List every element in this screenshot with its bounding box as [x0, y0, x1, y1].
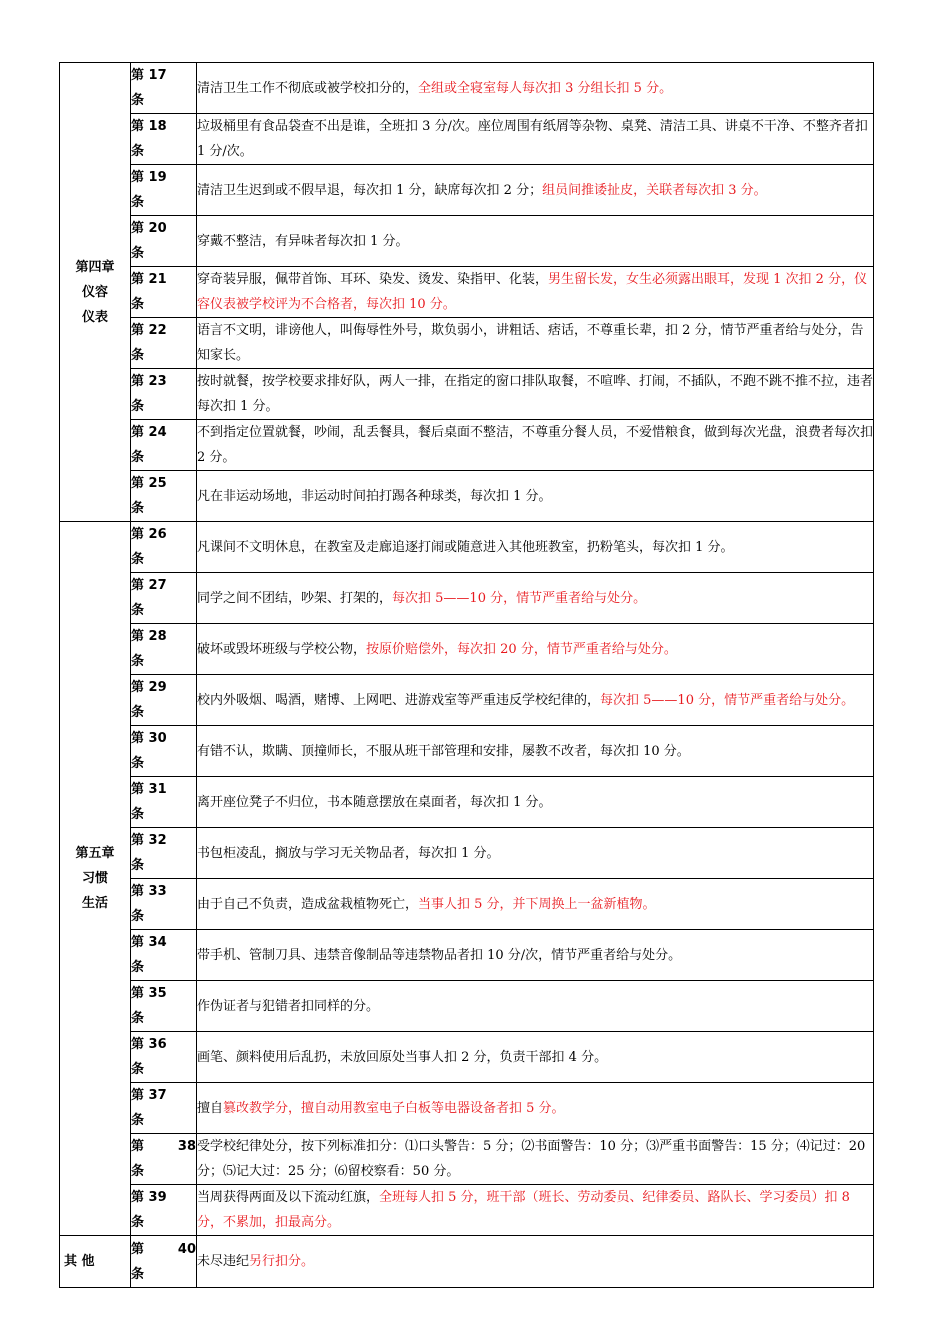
table-row — [60, 267, 874, 318]
rule-text — [197, 522, 874, 573]
rule-number-top: 第 38 — [131, 1139, 196, 1154]
table-row — [60, 522, 874, 573]
rule-text-highlight: 另行扣分。 — [249, 1254, 315, 1269]
rule-text — [197, 1134, 874, 1185]
rule-number-bottom: 条 — [131, 603, 145, 618]
rule-number-bottom: 条 — [131, 1113, 145, 1128]
rule-number-bottom: 条 — [131, 1062, 145, 1077]
rule-text — [197, 1236, 874, 1288]
rule-number-bottom: 条 — [131, 93, 145, 108]
rule-number-top: 第 17 — [131, 68, 167, 83]
chapter-other-label: 其 他 — [60, 1236, 131, 1288]
table-row — [60, 624, 874, 675]
rule-number-top: 第 24 — [131, 425, 167, 440]
rule-number — [131, 63, 197, 114]
rule-number-bottom: 条 — [131, 654, 145, 669]
rule-number-top: 第 36 — [131, 1037, 167, 1052]
rule-text — [197, 216, 874, 267]
rule-text-normal: 带手机、管制刀具、违禁音像制品等违禁物品者扣 10 分/次，情节严重者给与处分。 — [197, 947, 682, 963]
rule-text-highlight: 全班每人扣 5 分，班干部（班长、劳动委员、纪律委员、路队长、学习委员）扣 8 分，不累加，扣最高分。 — [197, 1190, 850, 1230]
chapter-4-label: 第四章 仪容 仪表 — [60, 63, 131, 522]
rule-number — [131, 675, 197, 726]
table-row — [60, 828, 874, 879]
rule-text-normal: 擅自 — [197, 1100, 224, 1116]
table-row — [60, 369, 874, 420]
rule-text-highlight: 当事人扣 5 分，并下周换上一盆新植物。 — [418, 896, 656, 912]
table-row — [60, 930, 874, 981]
rule-text-normal: 当周获得两面及以下流动红旗， — [197, 1190, 380, 1205]
rule-text-highlight: 全组或全寝室每人每次扣 3 分组长扣 5 分。 — [418, 80, 673, 96]
rule-number-bottom: 条 — [131, 348, 145, 363]
rule-number — [131, 1236, 197, 1288]
rule-text-normal: 书包柜凌乱，搁放与学习无关物品者，每次扣 1 分。 — [197, 845, 500, 861]
table-row — [60, 879, 874, 930]
rule-text — [197, 1083, 874, 1134]
rule-number-top: 第 21 — [131, 272, 167, 287]
rule-number-bottom: 条 — [131, 144, 145, 159]
rule-text — [197, 930, 874, 981]
rule-text-normal: 穿奇装异服，佩带首饰、耳环、染发、烫发、染指甲、化装， — [197, 272, 549, 287]
rule-number — [131, 165, 197, 216]
rule-text-normal: 穿戴不整洁，有异味者每次扣 1 分。 — [197, 233, 409, 249]
rule-text-normal: 凡在非运动场地，非运动时间拍打踢各种球类，每次扣 1 分。 — [197, 488, 552, 504]
rule-text — [197, 777, 874, 828]
rule-number-top: 第 18 — [131, 119, 167, 134]
rule-number-top: 第 31 — [131, 782, 167, 797]
rule-number-bottom: 条 — [131, 552, 145, 567]
rule-text-normal: 同学之间不团结，吵架、打架的， — [197, 590, 393, 606]
table-row — [60, 675, 874, 726]
rule-text-normal: 语言不文明，诽谤他人，叫侮辱性外号，欺负弱小，讲粗话、痞话，不尊重长辈，扣 2 分，情节严重者给与处分，告知家长。 — [197, 323, 864, 363]
rule-number-bottom: 条 — [131, 1215, 145, 1230]
rule-number — [131, 879, 197, 930]
rule-number-top: 第 22 — [131, 323, 167, 338]
rule-number-top: 第 40 — [131, 1241, 196, 1257]
table-row — [60, 165, 874, 216]
rule-number-top: 第 27 — [131, 578, 167, 593]
rule-text — [197, 63, 874, 114]
table-row — [60, 573, 874, 624]
rule-number — [131, 1134, 197, 1185]
rule-number-top: 第 39 — [131, 1190, 167, 1205]
rule-text-normal: 按时就餐，按学校要求排好队，两人一排，在指定的窗口排队取餐，不喧哗、打闹，不插队，不跑不跳不推不拉，违者每次扣 1 分。 — [197, 374, 874, 414]
rule-text — [197, 726, 874, 777]
rule-number-top: 第 19 — [131, 170, 167, 185]
rule-number-bottom: 条 — [131, 450, 145, 465]
rule-number — [131, 930, 197, 981]
table-row — [60, 1134, 874, 1185]
table-row — [60, 1032, 874, 1083]
rule-number — [131, 1083, 197, 1134]
rule-text-normal: 清洁卫生迟到或不假早退，每次扣 1 分，缺席每次扣 2 分； — [197, 182, 543, 198]
rule-text-normal: 画笔、颜料使用后乱扔，未放回原处当事人扣 2 分，负责干部扣 4 分。 — [197, 1049, 608, 1065]
table-row — [60, 981, 874, 1032]
rule-text-normal: 离开座位凳子不归位，书本随意摆放在桌面者，每次扣 1 分。 — [197, 794, 552, 810]
rule-text-normal: 破坏或毁坏班级与学校公物， — [197, 641, 367, 657]
rule-text — [197, 420, 874, 471]
rule-number-top: 第 28 — [131, 629, 167, 644]
rule-text — [197, 573, 874, 624]
rule-number-bottom: 条 — [131, 858, 145, 873]
rule-number — [131, 318, 197, 369]
rule-number — [131, 267, 197, 318]
rule-number-bottom: 条 — [131, 297, 145, 312]
rule-number-bottom: 条 — [131, 705, 145, 720]
table-row — [60, 114, 874, 165]
rule-number — [131, 573, 197, 624]
table-row — [60, 1185, 874, 1236]
rule-number — [131, 216, 197, 267]
chapter-5-label: 第五章 习惯 生活 — [60, 522, 131, 1236]
rule-text-highlight: 男生留长发，女生必须露出眼耳，发现 1 次扣 2 分，仪容仪表被学校评为不合格者，每次扣 10 分。 — [197, 272, 868, 312]
rule-number — [131, 522, 197, 573]
rule-number — [131, 1185, 197, 1236]
rule-text-highlight: 每次扣 5——10 分，情节严重者给与处分。 — [392, 590, 647, 606]
rule-number — [131, 624, 197, 675]
rule-number — [131, 471, 197, 522]
rule-text-highlight: 每次扣 5——10 分，情节严重者给与处分。 — [600, 692, 855, 708]
rule-text — [197, 1185, 874, 1236]
table-row — [60, 726, 874, 777]
rule-number-bottom: 条 — [131, 1011, 145, 1026]
table-row — [60, 777, 874, 828]
rule-number-top: 第 25 — [131, 476, 167, 491]
rule-number — [131, 828, 197, 879]
rule-text-normal: 有错不认，欺瞒、顶撞师长，不服从班干部管理和安排，屡教不改者，每次扣 10 分。 — [197, 743, 690, 759]
rule-text — [197, 165, 874, 216]
rule-number — [131, 1032, 197, 1083]
rule-text-normal: 由于自己不负责，造成盆栽植物死亡， — [197, 896, 419, 912]
rule-text — [197, 675, 874, 726]
rule-number-bottom: 条 — [131, 501, 145, 516]
rule-text-normal: 凡课间不文明休息，在教室及走廊追逐打闹或随意进入其他班教室，扔粉笔头，每次扣 1 分。 — [197, 539, 734, 555]
rule-text — [197, 1032, 874, 1083]
rule-number — [131, 420, 197, 471]
rule-number-bottom: 条 — [131, 195, 145, 210]
table-row — [60, 420, 874, 471]
rule-number-bottom: 条 — [131, 399, 145, 414]
rule-text — [197, 369, 874, 420]
rule-number-top: 第 26 — [131, 527, 167, 542]
rule-number — [131, 726, 197, 777]
table-row — [60, 216, 874, 267]
rule-number-top: 第 34 — [131, 935, 167, 950]
rule-text — [197, 114, 874, 165]
rule-number-top: 第 35 — [131, 986, 167, 1001]
rule-number-top: 第 20 — [131, 221, 167, 236]
rule-number-top: 第 33 — [131, 884, 167, 899]
rule-number-bottom: 条 — [131, 1266, 145, 1282]
table-row — [60, 471, 874, 522]
rule-number-bottom: 条 — [131, 909, 145, 924]
rule-text — [197, 267, 874, 318]
rule-number — [131, 369, 197, 420]
rule-number-top: 第 32 — [131, 833, 167, 848]
rule-text-highlight: 组员间推诿扯皮，关联者每次扣 3 分。 — [542, 182, 767, 198]
table-row — [60, 318, 874, 369]
rules-table — [59, 62, 874, 1288]
rule-text-normal: 垃圾桶里有食品袋查不出是谁，全班扣 3 分/次。座位周围有纸屑等杂物、桌凳、清洁工具、讲桌不干净、不整齐者扣 1 分/次。 — [197, 119, 868, 159]
rule-text-normal: 不到指定位置就餐，吵闹，乱丢餐具，餐后桌面不整洁，不尊重分餐人员，不爱惜粮食，做到每次光盘，浪费者每次扣 2 分。 — [197, 425, 874, 465]
rule-number-top: 第 37 — [131, 1088, 167, 1103]
rule-number — [131, 777, 197, 828]
rule-text — [197, 981, 874, 1032]
rule-text — [197, 318, 874, 369]
rule-text — [197, 879, 874, 930]
rule-text-normal: 清洁卫生工作不彻底或被学校扣分的， — [197, 80, 419, 96]
rule-text — [197, 624, 874, 675]
table-row — [60, 1236, 874, 1288]
rule-text-normal: 未尽违纪 — [197, 1254, 250, 1269]
table-row — [60, 1083, 874, 1134]
rule-number — [131, 981, 197, 1032]
rules-table-body — [60, 63, 874, 1288]
rule-number-top: 第 29 — [131, 680, 167, 695]
rule-text — [197, 471, 874, 522]
rule-number-bottom: 条 — [131, 960, 145, 975]
rule-text-normal: 受学校纪律处分，按下列标准扣分：⑴口头警告：5 分；⑵书面警告：10 分；⑶严重书面警告：15 分；⑷记过：20 分；⑸记大过：25 分；⑹留校察看：50 分。 — [197, 1139, 866, 1179]
rule-text — [197, 828, 874, 879]
rule-text-highlight: 篡改教学分，擅自动用教室电子白板等电器设备者扣 5 分。 — [223, 1100, 565, 1116]
rule-text-normal: 作伪证者与犯错者扣同样的分。 — [197, 998, 380, 1014]
rule-number-bottom: 条 — [131, 246, 145, 261]
table-row — [60, 63, 874, 114]
rule-text-normal: 校内外吸烟、喝酒，赌博、上网吧、进游戏室等严重违反学校纪律的， — [197, 692, 601, 708]
rule-number-bottom: 条 — [131, 807, 145, 822]
rule-number-bottom: 条 — [131, 1164, 145, 1179]
rule-number-top: 第 30 — [131, 731, 167, 746]
rule-text-highlight: 按原价赔偿外，每次扣 20 分，情节严重者给与处分。 — [366, 641, 677, 657]
rule-number-bottom: 条 — [131, 756, 145, 771]
rule-number — [131, 114, 197, 165]
rule-number-top: 第 23 — [131, 374, 167, 389]
